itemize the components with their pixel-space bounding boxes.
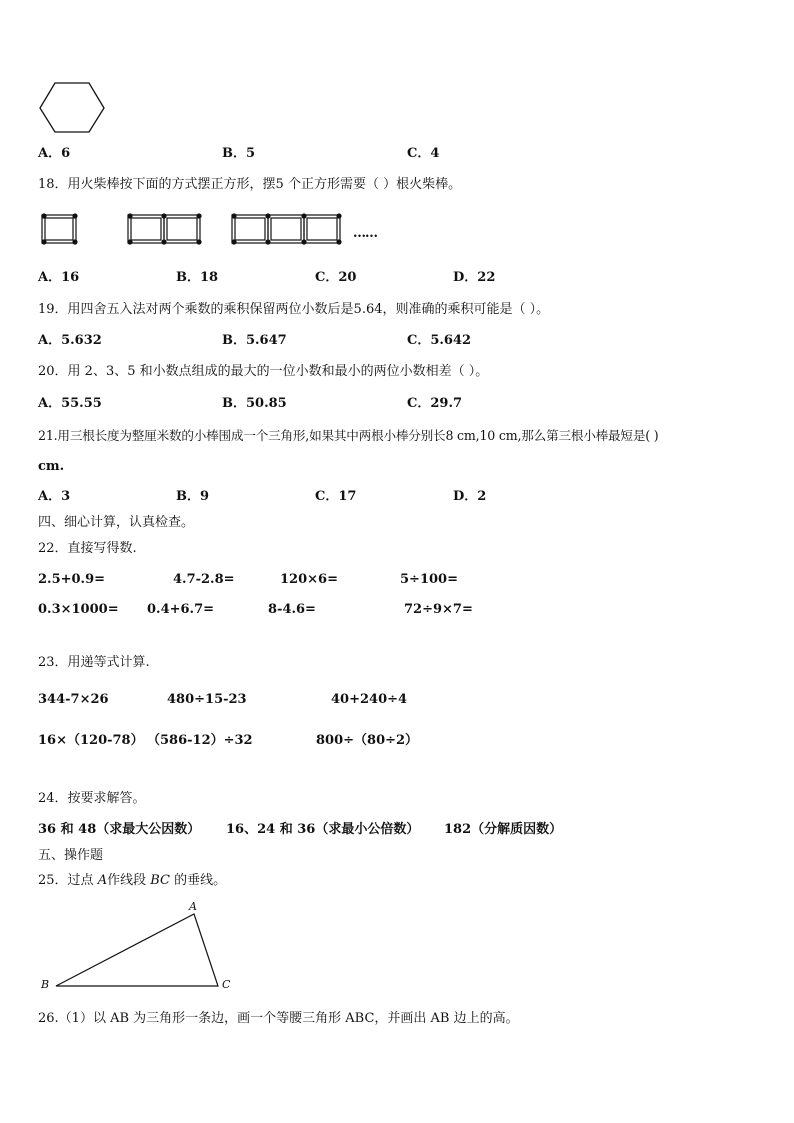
q18-question: 18．用火柴棒按下面的方式摆正方形，摆5 个正方形需要（ ）根火柴棒。 bbox=[38, 177, 462, 192]
q24-item: 36 和 48（求最大公因数） bbox=[38, 822, 201, 837]
q23-expr: 480÷15-23 bbox=[167, 692, 247, 707]
q23-expr: 40+240÷4 bbox=[331, 692, 408, 707]
q19-option-b[interactable]: B．5.647 bbox=[222, 333, 287, 348]
section-4-heading: 四、细心计算，认真检查。 bbox=[38, 515, 195, 530]
q17-option-b[interactable]: B．5 bbox=[222, 146, 256, 161]
q19-question: 19．用四舍五入法对两个乘数的乘积保留两位小数后是5.64，则准确的乘积可能是（ ）。 bbox=[38, 302, 550, 317]
q21-option-a[interactable]: A．3 bbox=[38, 489, 71, 504]
q23-title: 23．用递等式计算. bbox=[38, 655, 150, 670]
q24-item: 16、24 和 36（求最小公倍数） bbox=[226, 822, 420, 837]
q22-expr: 8-4.6= bbox=[268, 602, 316, 617]
q20-question: 20．用 2、3、5 和小数点组成的最大的一位小数和最小的两位小数相差（ ）。 bbox=[38, 364, 489, 379]
q20-option-c[interactable]: C．29.7 bbox=[407, 396, 463, 411]
q25-text-post: 的垂线。 bbox=[174, 873, 227, 888]
q18-option-d[interactable]: D．22 bbox=[453, 270, 496, 285]
q19-option-a[interactable]: A．5.632 bbox=[38, 333, 102, 348]
q25-text-pre: 25．过点 bbox=[38, 873, 98, 888]
vertex-label-a: A bbox=[189, 900, 197, 913]
q18-option-a[interactable]: A．16 bbox=[38, 270, 80, 285]
q20-option-a[interactable]: A．55.55 bbox=[38, 396, 102, 411]
q20-option-b[interactable]: B．50.85 bbox=[222, 396, 287, 411]
q21-question: 21.用三根长度为整厘米数的小棒围成一个三角形,如果其中两根小棒分别长8 cm,10 cm,那么第三根小棒最短是( ) bbox=[38, 428, 659, 443]
q22-expr: 5÷100= bbox=[400, 572, 458, 587]
q21-option-b[interactable]: B．9 bbox=[176, 489, 210, 504]
q22-expr: 2.5+0.9= bbox=[38, 572, 106, 587]
q22-expr: 0.4+6.7= bbox=[147, 602, 215, 617]
q23-expr: 344-7×26 bbox=[38, 692, 109, 707]
section-5-heading: 五、操作题 bbox=[38, 848, 104, 863]
q24-title: 24．按要求解答。 bbox=[38, 791, 146, 806]
q25-segment: BC bbox=[150, 873, 170, 888]
matchstick-squares-figure bbox=[38, 210, 378, 250]
q22-title: 22．直接写得数. bbox=[38, 541, 137, 556]
matchstick-ellipsis: …… bbox=[353, 226, 377, 241]
triangle-abc-figure bbox=[38, 898, 248, 998]
q17-option-a[interactable]: A．6 bbox=[38, 146, 71, 161]
q18-option-c[interactable]: C．20 bbox=[315, 270, 357, 285]
vertex-label-c: C bbox=[222, 978, 231, 991]
q23-expr: 800÷（80÷2） bbox=[316, 733, 419, 748]
q25-text-mid: 作线段 bbox=[107, 873, 147, 888]
q21-question-cont: cm. bbox=[38, 459, 65, 474]
q26-question: 26.（1）以 AB 为三角形一条边，画一个等腰三角形 ABC，并画出 AB 边上的高。 bbox=[38, 1011, 519, 1026]
q21-option-d[interactable]: D．2 bbox=[453, 489, 487, 504]
q22-expr: 72÷9×7= bbox=[404, 602, 473, 617]
hexagon-figure bbox=[38, 82, 106, 134]
q24-item: 182（分解质因数） bbox=[444, 822, 563, 837]
q18-option-b[interactable]: B．18 bbox=[176, 270, 219, 285]
q19-option-c[interactable]: C．5.642 bbox=[407, 333, 472, 348]
q23-expr: 16×（120-78） bbox=[38, 733, 144, 748]
q21-option-c[interactable]: C．17 bbox=[315, 489, 357, 504]
q22-expr: 4.7-2.8= bbox=[173, 572, 235, 587]
q22-expr: 120×6= bbox=[280, 572, 338, 587]
q25-point-a: A bbox=[97, 873, 108, 888]
q22-expr: 0.3×1000= bbox=[38, 602, 119, 617]
q17-option-c[interactable]: C．4 bbox=[407, 146, 440, 161]
vertex-label-b: B bbox=[41, 978, 50, 991]
q25-question bbox=[38, 873, 226, 889]
q23-expr: （586-12）÷32 bbox=[147, 733, 253, 748]
